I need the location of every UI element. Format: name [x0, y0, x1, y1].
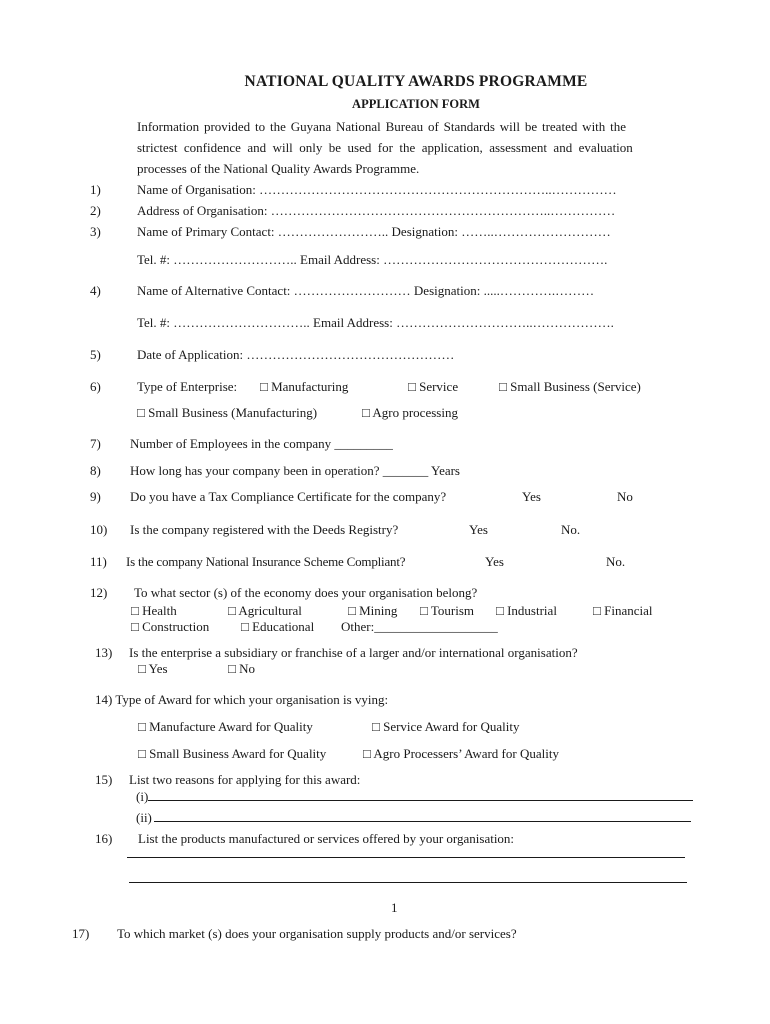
- q12-text: To what sector (s) of the economy does your organisation belong?: [134, 585, 478, 600]
- primary-contact-field[interactable]: Name of Primary Contact: …………………….. Designation: ……..………………………: [137, 224, 611, 239]
- years-in-operation-field[interactable]: How long has your company been in operation? _______ Years: [130, 463, 460, 478]
- checkbox-small-business-manufacturing[interactable]: □ Small Business (Manufacturing): [137, 405, 318, 420]
- q2-number: 2): [90, 203, 101, 218]
- q13-text: Is the enterprise a subsidiary or franchise of a larger and/or international organisation?: [129, 645, 578, 660]
- q5-number: 5): [90, 347, 101, 362]
- q13-number: 13): [95, 645, 113, 660]
- primary-contact-tel-email-field[interactable]: Tel. #: ……………………….. Email Address: …………………………………………….: [137, 252, 608, 267]
- q9-yes-option[interactable]: Yes: [522, 489, 541, 504]
- checkbox-agro-processers-award[interactable]: □ Agro Processers’ Award for Quality: [363, 746, 559, 761]
- q9-text: Do you have a Tax Compliance Certificate for the company?: [130, 489, 447, 504]
- q17-number: 17): [72, 926, 90, 941]
- form-subtitle: APPLICATION FORM: [352, 97, 480, 111]
- checkbox-service-award[interactable]: □ Service Award for Quality: [372, 719, 520, 734]
- checkbox-mining[interactable]: □ Mining: [348, 603, 398, 618]
- organisation-name-field[interactable]: Name of Organisation: …………………………………………………………..……………: [137, 182, 617, 197]
- other-sector-field[interactable]: Other:___________________: [341, 619, 498, 634]
- q10-number: 10): [90, 522, 108, 537]
- alternative-contact-tel-email-field[interactable]: Tel. #: ………………………….. Email Address: …………………………..……………….: [137, 315, 614, 330]
- checkbox-small-business-award[interactable]: □ Small Business Award for Quality: [138, 746, 327, 761]
- q1-number: 1): [90, 182, 101, 197]
- q10-yes-option[interactable]: Yes: [469, 522, 488, 537]
- intro-line-1: Information provided to the Guyana National Bureau of Standards will be treated with the: [137, 119, 627, 134]
- q6-number: 6): [90, 379, 101, 394]
- q16-text: List the products manufactured or services offered by your organisation:: [138, 831, 515, 846]
- checkbox-health[interactable]: □ Health: [131, 603, 177, 618]
- q8-number: 8): [90, 463, 101, 478]
- alternative-contact-field[interactable]: Name of Alternative Contact: ……………………… Designation: .....………….………: [137, 283, 595, 298]
- q3-number: 3): [90, 224, 101, 239]
- q4-number: 4): [90, 283, 101, 298]
- q11-no-option[interactable]: No.: [606, 554, 626, 569]
- q13-yes-checkbox[interactable]: □ Yes: [138, 661, 168, 676]
- checkbox-small-business-service[interactable]: □ Small Business (Service): [499, 379, 641, 394]
- q12-number: 12): [90, 585, 108, 600]
- q15-text: List two reasons for applying for this award:: [129, 772, 361, 787]
- q9-number: 9): [90, 489, 101, 504]
- checkbox-service[interactable]: □ Service: [408, 379, 459, 394]
- checkbox-agricultural[interactable]: □ Agricultural: [228, 603, 302, 618]
- q14-text: 14) Type of Award for which your organisation is vying:: [95, 692, 389, 707]
- checkbox-educational[interactable]: □ Educational: [241, 619, 315, 634]
- organisation-address-field[interactable]: Address of Organisation: ………………………………………………………..……………: [137, 203, 616, 218]
- q11-text: Is the company National Insurance Scheme Compliant?: [126, 554, 406, 569]
- application-date-field[interactable]: Date of Application: …………………………………………: [137, 347, 455, 362]
- products-line-1[interactable]: [127, 857, 685, 858]
- q7-number: 7): [90, 436, 101, 451]
- checkbox-industrial[interactable]: □ Industrial: [496, 603, 557, 618]
- form-title: NATIONAL QUALITY AWARDS PROGRAMME: [244, 73, 588, 90]
- employees-count-field[interactable]: Number of Employees in the company _________: [130, 436, 393, 451]
- q16-number: 16): [95, 831, 113, 846]
- checkbox-tourism[interactable]: □ Tourism: [420, 603, 475, 618]
- checkbox-agro-processing[interactable]: □ Agro processing: [362, 405, 458, 420]
- reason-ii-label: (ii): [136, 810, 152, 825]
- q11-number: 11): [90, 554, 107, 569]
- checkbox-manufacture-award[interactable]: □ Manufacture Award for Quality: [138, 719, 313, 734]
- checkbox-financial[interactable]: □ Financial: [593, 603, 653, 618]
- enterprise-type-label: Type of Enterprise:: [137, 379, 238, 394]
- intro-line-2: strictest confidence and will only be used for the application, assessment and evaluation: [137, 140, 633, 155]
- products-line-2[interactable]: [129, 882, 687, 883]
- q17-text: To which market (s) does your organisation supply products and/or services?: [117, 926, 517, 941]
- q15-number: 15): [95, 772, 113, 787]
- checkbox-construction[interactable]: □ Construction: [131, 619, 210, 634]
- q13-no-checkbox[interactable]: □ No: [228, 661, 255, 676]
- q11-yes-option[interactable]: Yes: [485, 554, 504, 569]
- reason-ii-line[interactable]: [154, 821, 691, 822]
- page-number: 1: [391, 900, 398, 915]
- reason-i-line[interactable]: [148, 800, 693, 801]
- checkbox-manufacturing[interactable]: □ Manufacturing: [260, 379, 349, 394]
- q10-text: Is the company registered with the Deeds Registry?: [130, 522, 399, 537]
- reason-i-label: (i): [136, 789, 149, 804]
- q9-no-option[interactable]: No: [617, 489, 633, 504]
- intro-line-3: processes of the National Quality Awards Programme.: [137, 161, 420, 176]
- q10-no-option[interactable]: No.: [561, 522, 581, 537]
